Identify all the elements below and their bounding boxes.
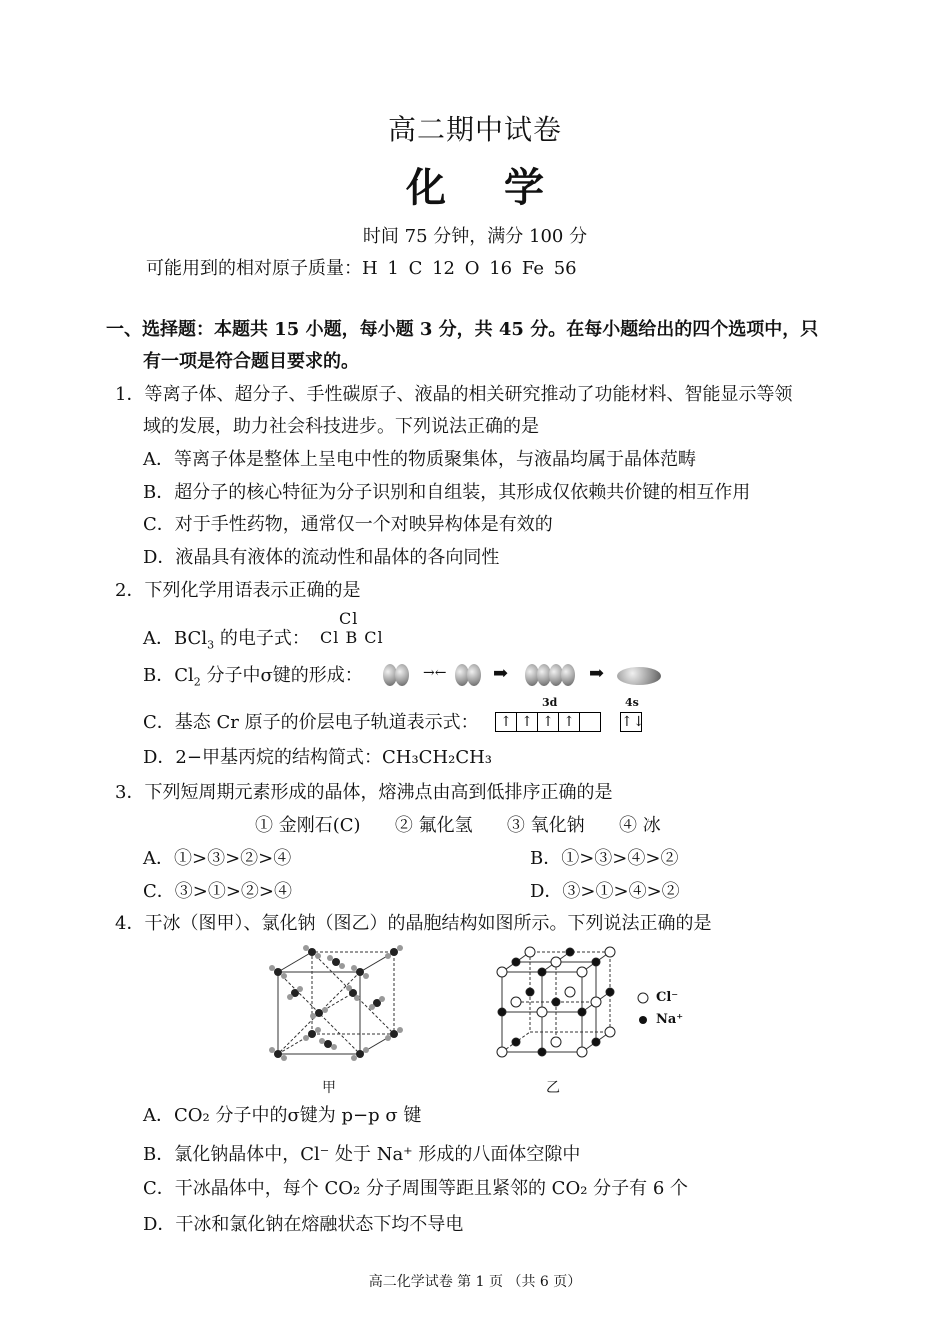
- orbital-3d-boxes: [495, 711, 601, 732]
- orbital-4s-box: [620, 711, 645, 732]
- figure-a-caption: 甲: [322, 1080, 336, 1096]
- option-label: B．: [143, 665, 175, 686]
- section-heading-cont: 有一项是符合题目要求的。: [143, 351, 359, 372]
- orbital-box: ↑: [537, 712, 559, 732]
- electron-dot-top: Cl: [339, 609, 359, 628]
- exam-title: 高二期中试卷: [387, 113, 562, 146]
- q3-option-c: C．③>①>②>④: [143, 881, 293, 902]
- formula: CH₃CH₂CH₃: [381, 747, 493, 768]
- orbital-box: [579, 712, 601, 732]
- label-4s: 4s: [625, 696, 639, 709]
- electron-dot-middle: Cl B Cl: [320, 628, 384, 647]
- subscript: 2: [193, 675, 201, 689]
- orbital-box: ↑: [516, 712, 538, 732]
- formula: BCl: [174, 628, 208, 649]
- option-text: 分子中σ键的形成：: [200, 665, 363, 686]
- q1-stem: 1．等离子体、超分子、手性碳原子、液晶的相关研究推动了功能材料、智能显示等领: [115, 384, 793, 405]
- q4-option-a: A．CO₂ 分子中的σ键为 p−p σ 键: [143, 1105, 422, 1126]
- option-text: 的电子式：: [214, 628, 310, 649]
- q3-option-d: D．③>①>④>②: [530, 881, 680, 902]
- q3-option-a: A．①>③>②>④: [143, 848, 292, 869]
- q2-stem: 2．下列化学用语表示正确的是: [115, 580, 361, 601]
- q2-option-c: C．基态 Cr 原子的价层电子轨道表示式：: [143, 712, 479, 733]
- nacl-unit-cell-figure: [492, 944, 622, 1060]
- q1-stem-cont: 域的发展，助力社会科技进步。下列说法正确的是: [143, 416, 539, 437]
- q4-option-c: C．干冰晶体中，每个 CO₂ 分子周围等距且紧邻的 CO₂ 分子有 6 个: [143, 1178, 689, 1199]
- option-label: A．: [143, 628, 174, 649]
- page-footer: 高二化学试卷 第 1 页 （共 6 页）: [368, 1274, 582, 1290]
- q4-option-d: D．干冰和氯化钠在熔融状态下均不导电: [143, 1214, 464, 1235]
- figure-b-caption: 乙: [546, 1080, 560, 1096]
- section-heading: 一、选择题：本题共 15 小题，每小题 3 分，共 45 分。在每小题给出的四个选项中，只: [106, 319, 819, 340]
- orbital-box: ↑: [495, 712, 517, 732]
- atomic-masses: 可能用到的相对原子质量：H 1 C 12 O 16 Fe 56: [146, 258, 577, 279]
- q1-option-c: C．对于手性药物，通常仅一个对映异构体是有效的: [143, 514, 553, 535]
- q3-items: ① 金刚石(C) ② 氟化氢 ③ 氧化钠 ④ 冰: [255, 815, 661, 836]
- time-info: 时间 75 分钟，满分 100 分: [362, 226, 588, 247]
- legend-na: Na⁺: [656, 1012, 684, 1027]
- orbital-box: ↑: [558, 712, 580, 732]
- q1-option-d: D．液晶具有液体的流动性和晶体的各向同性: [143, 547, 500, 568]
- q1-option-a: A．等离子体是整体上呈电中性的物质聚集体，与液晶均属于晶体范畴: [143, 449, 696, 470]
- q2-option-a: [143, 627, 310, 651]
- formula: Cl: [174, 665, 194, 686]
- legend-markers: [636, 990, 650, 1030]
- label-3d: 3d: [542, 696, 558, 709]
- subscript: 3: [207, 638, 215, 652]
- subject-title: 化 学: [406, 164, 566, 211]
- sigma-bond-orbital-diagram: →← ➡ ➡: [383, 662, 673, 688]
- q3-stem: 3．下列短周期元素形成的晶体，熔沸点由高到低排序正确的是: [115, 782, 613, 803]
- q4-stem: 4．干冰（图甲）、氯化钠（图乙）的晶胞结构如图所示。下列说法正确的是: [115, 913, 712, 934]
- q3-option-b: B．①>③>④>②: [530, 848, 679, 869]
- q2-option-b: [143, 664, 363, 688]
- orbital-box: ↑↓: [621, 713, 645, 730]
- q2-option-d: [143, 746, 492, 770]
- legend-cl: Cl⁻: [656, 990, 679, 1005]
- dry-ice-unit-cell-figure: [268, 944, 416, 1066]
- option-text: D．2−甲基丙烷的结构简式：: [143, 747, 382, 768]
- q4-option-b: B．氯化钠晶体中，Cl⁻ 处于 Na⁺ 形成的八面体空隙中: [143, 1144, 581, 1165]
- q1-option-b: B．超分子的核心特征为分子识别和自组装，其形成仅依赖共价键的相互作用: [143, 482, 751, 503]
